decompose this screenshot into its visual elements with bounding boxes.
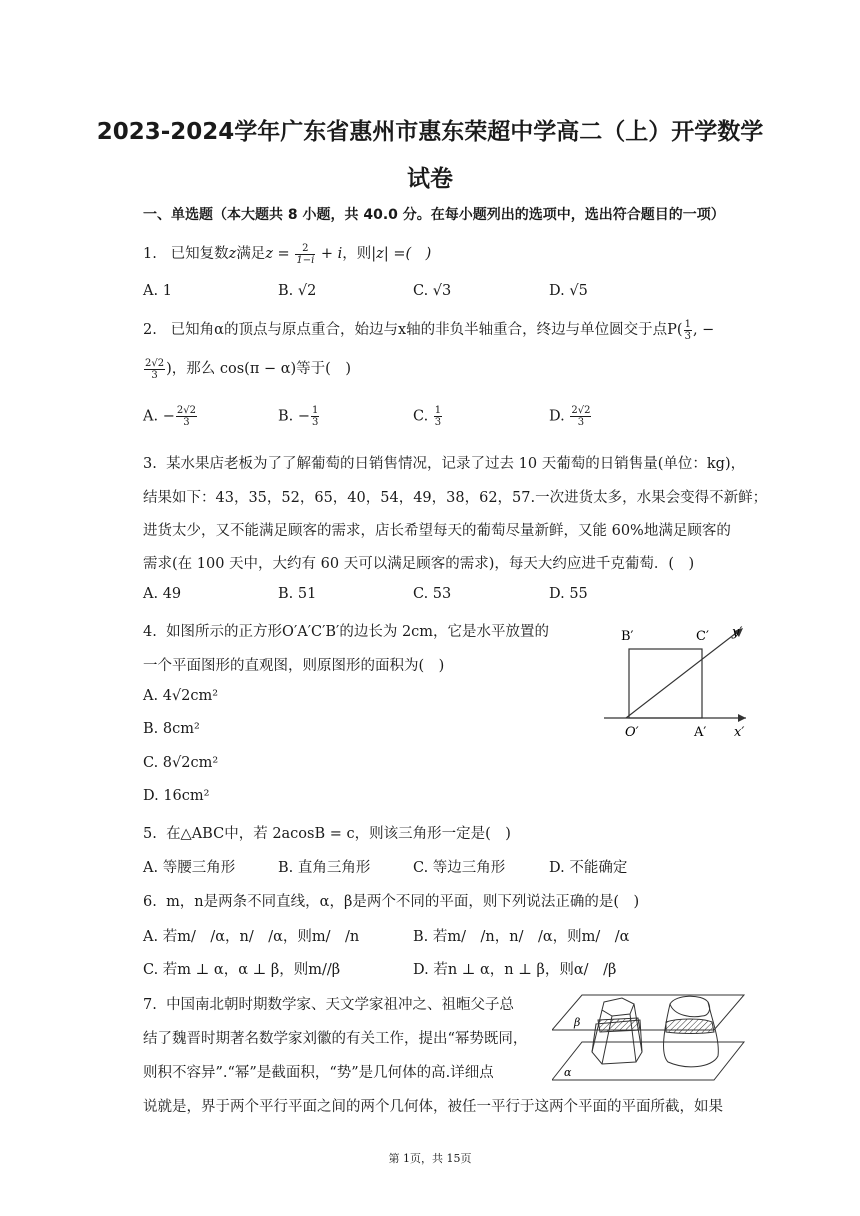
q1-frac-num: 2 bbox=[295, 243, 315, 255]
q2-text-1: 已知角α的顶点与原点重合，始边与x轴的非负半轴重合，终边与单位圆交于点P( bbox=[170, 322, 683, 338]
q1-option-a: A. 1 bbox=[143, 283, 172, 299]
q4-label-c: C′ bbox=[696, 629, 709, 644]
q5-option-d: D. 不能确定 bbox=[549, 860, 628, 876]
q6-stem: m，n是两条不同直线，α，β是两个不同的平面，则下列说法正确的是( ) bbox=[166, 894, 640, 910]
q2-opt-c-den: 3 bbox=[434, 417, 442, 428]
q2-p-den: 3 bbox=[684, 330, 691, 342]
q7-prism-top bbox=[602, 998, 634, 1016]
q4-label-a: A′ bbox=[694, 725, 707, 740]
q4-text-1: 如图所示的正方形O′A′C′B′的边长为 2cm，它是水平放置的 bbox=[166, 624, 550, 640]
q6-option-a: A. 若m/ /α，n/ /α，则m/ /n bbox=[143, 929, 360, 945]
q6-option-b: B. 若m/ /n，n/ /α，则m/ /α bbox=[413, 929, 630, 945]
q2-option-a bbox=[143, 405, 198, 428]
q7-plane-alpha bbox=[552, 1042, 744, 1080]
q2-opt-d-frac bbox=[570, 405, 591, 428]
q2-opt-b-frac bbox=[311, 405, 319, 428]
question-3-line4: 需求(在 100 天中，大约有 60 天可以满足顾客的需求)，每天大约应进千克葡萄．( ) bbox=[143, 556, 695, 572]
q3-option-d: D. 55 bbox=[549, 586, 588, 602]
q2-l2-den: 3 bbox=[151, 369, 158, 381]
q4-number: 4. bbox=[143, 624, 157, 640]
question-3-line3: 进货太少，又不能满足顾客的需求，店长希望每天的葡萄尽量新鲜，又能 60%地满足顾客的 bbox=[143, 523, 731, 539]
q7-plane-beta bbox=[552, 995, 744, 1030]
q7-solid-section bbox=[666, 1019, 714, 1034]
q5-option-b: B. 直角三角形 bbox=[278, 860, 371, 876]
q4-label-y: y′ bbox=[732, 625, 743, 640]
q5-option-c: C. 等边三角形 bbox=[413, 860, 506, 876]
q2-opt-d-label: D. bbox=[549, 408, 570, 425]
q2-opt-a-frac bbox=[176, 405, 197, 428]
q1-stem-c: ，则 bbox=[342, 246, 372, 262]
q4-label-b: B′ bbox=[621, 629, 634, 644]
question-4-line1 bbox=[143, 620, 549, 641]
q3-option-b: B. 51 bbox=[278, 586, 317, 602]
q2-line2-fraction bbox=[144, 358, 165, 381]
q2-number: 2. bbox=[143, 322, 157, 338]
q4-option-d: D. 16cm² bbox=[143, 788, 210, 804]
exam-title-line2: 试卷 bbox=[407, 166, 453, 192]
q2-opt-a-label: A. − bbox=[143, 408, 175, 425]
question-3-line2: 结果如下：43，35，52，65，40，54，49，38，62，57.一次进货太多，水果会变得不新鲜； bbox=[143, 490, 768, 506]
q1-fraction bbox=[295, 243, 315, 266]
question-5 bbox=[143, 822, 511, 843]
q4-label-x: x′ bbox=[734, 725, 745, 740]
q4-x-arrow bbox=[738, 714, 746, 722]
q1-option-c: C. √3 bbox=[413, 283, 452, 299]
q7-solids-figure bbox=[552, 990, 747, 1090]
q4-option-a: A. 4√2cm² bbox=[143, 688, 219, 704]
q7-label-alpha: α bbox=[564, 1066, 572, 1079]
page-footer: 第 1页，共 15页 bbox=[388, 1152, 472, 1165]
q7-solid-top bbox=[670, 996, 710, 1016]
q3-option-c: C. 53 bbox=[413, 586, 452, 602]
q1-abs: |z| =( ) bbox=[371, 246, 432, 262]
q7-text-1: 中国南北朝时期数学家、天文学家祖冲之、祖暅父子总 bbox=[166, 997, 515, 1013]
q2-opt-c-label: C. bbox=[413, 408, 433, 425]
question-1 bbox=[143, 242, 431, 266]
q1-stem-a: 已知复数 bbox=[170, 246, 229, 262]
q2-opt-d-num: 2√2 bbox=[571, 405, 591, 416]
q3-number: 3. bbox=[143, 456, 157, 472]
q4-y-axis bbox=[626, 630, 740, 718]
q2-opt-a-den: 3 bbox=[183, 417, 190, 428]
q2-l2-num: 2√2 bbox=[145, 357, 165, 369]
section-heading: 一、单选题（本大题共 8 小题，共 40.0 分。在每小题列出的选项中，选出符合题目的一项） bbox=[143, 207, 725, 223]
q2-opt-b-label: B. − bbox=[278, 408, 311, 425]
q3-option-a: A. 49 bbox=[143, 586, 182, 602]
q1-option-d: D. √5 bbox=[549, 283, 588, 299]
q2-opt-c-frac bbox=[434, 405, 442, 428]
question-7-line1 bbox=[143, 993, 514, 1014]
q2-p-num: 1 bbox=[684, 318, 691, 330]
question-6 bbox=[143, 890, 639, 911]
q7-number: 7. bbox=[143, 997, 157, 1013]
exam-title-line1: 2023-2024学年广东省惠州市惠东荣超中学高二（上）开学数学 bbox=[96, 119, 764, 145]
q4-option-b: B. 8cm² bbox=[143, 721, 200, 737]
q4-square-figure bbox=[598, 612, 758, 742]
q3-text-1: 某水果店老板为了了解葡萄的日销售情况，记录了过去 10 天葡萄的日销售量(单位：kg)， bbox=[166, 456, 746, 472]
q2-text-2: )，那么 cos(π − α)等于( ) bbox=[166, 361, 351, 377]
q1-option-b: B. √2 bbox=[278, 283, 317, 299]
q4-label-o: O′ bbox=[625, 725, 639, 740]
q4-option-c: C. 8√2cm² bbox=[143, 755, 219, 771]
question-2-line1 bbox=[143, 318, 714, 342]
q6-option-c: C. 若m ⊥ α，α ⊥ β，则m//β bbox=[143, 962, 341, 978]
q7-label-beta: β bbox=[574, 1016, 581, 1029]
q2-opt-b-num: 1 bbox=[312, 405, 319, 416]
q2-opt-d-den: 3 bbox=[577, 417, 585, 428]
question-7-line2: 结了魏晋时期著名数学家刘徽的有关工作，提出“幂势既同， bbox=[143, 1031, 528, 1047]
q1-var: z bbox=[228, 246, 237, 262]
q6-option-d: D. 若n ⊥ α，n ⊥ β，则α/ /β bbox=[413, 962, 617, 978]
q2-opt-b-den: 3 bbox=[312, 417, 319, 428]
question-2-line2 bbox=[143, 357, 351, 381]
question-7-line3: 则积不容异”.“幂”是截面积，“势”是几何体的高.详细点 bbox=[143, 1065, 494, 1081]
q5-number: 5. bbox=[143, 826, 157, 842]
question-4-line2: 一个平面图形的直观图，则原图形的面积为( ) bbox=[143, 658, 445, 674]
question-7-line4: 说就是，界于两个平行平面之间的两个几何体，被任一平行于这两个平面的平面所截，如果 bbox=[143, 1099, 723, 1115]
question-3-line1 bbox=[143, 452, 745, 473]
q2-option-d bbox=[549, 405, 592, 428]
q1-number: 1. bbox=[143, 246, 157, 262]
q2-opt-a-num: 2√2 bbox=[176, 405, 196, 416]
q6-number: 6. bbox=[143, 894, 157, 910]
q2-option-c bbox=[413, 405, 443, 428]
q5-stem: 在△ABC中，若 2acosB = c，则该三角形一定是( ) bbox=[166, 826, 511, 842]
q1-eq-tail: + i bbox=[320, 246, 343, 262]
q1-eq-lhs: z = bbox=[265, 246, 290, 262]
q2-opt-c-num: 1 bbox=[434, 405, 442, 416]
q1-frac-den: 1−i bbox=[296, 254, 315, 266]
q2-point-fraction bbox=[684, 319, 692, 342]
q7-prism-section bbox=[598, 1018, 640, 1032]
q2-p-tail: , − bbox=[692, 322, 715, 338]
q1-stem-b: 满足 bbox=[236, 246, 266, 262]
q5-option-a: A. 等腰三角形 bbox=[143, 860, 236, 876]
q2-option-b bbox=[278, 405, 320, 428]
